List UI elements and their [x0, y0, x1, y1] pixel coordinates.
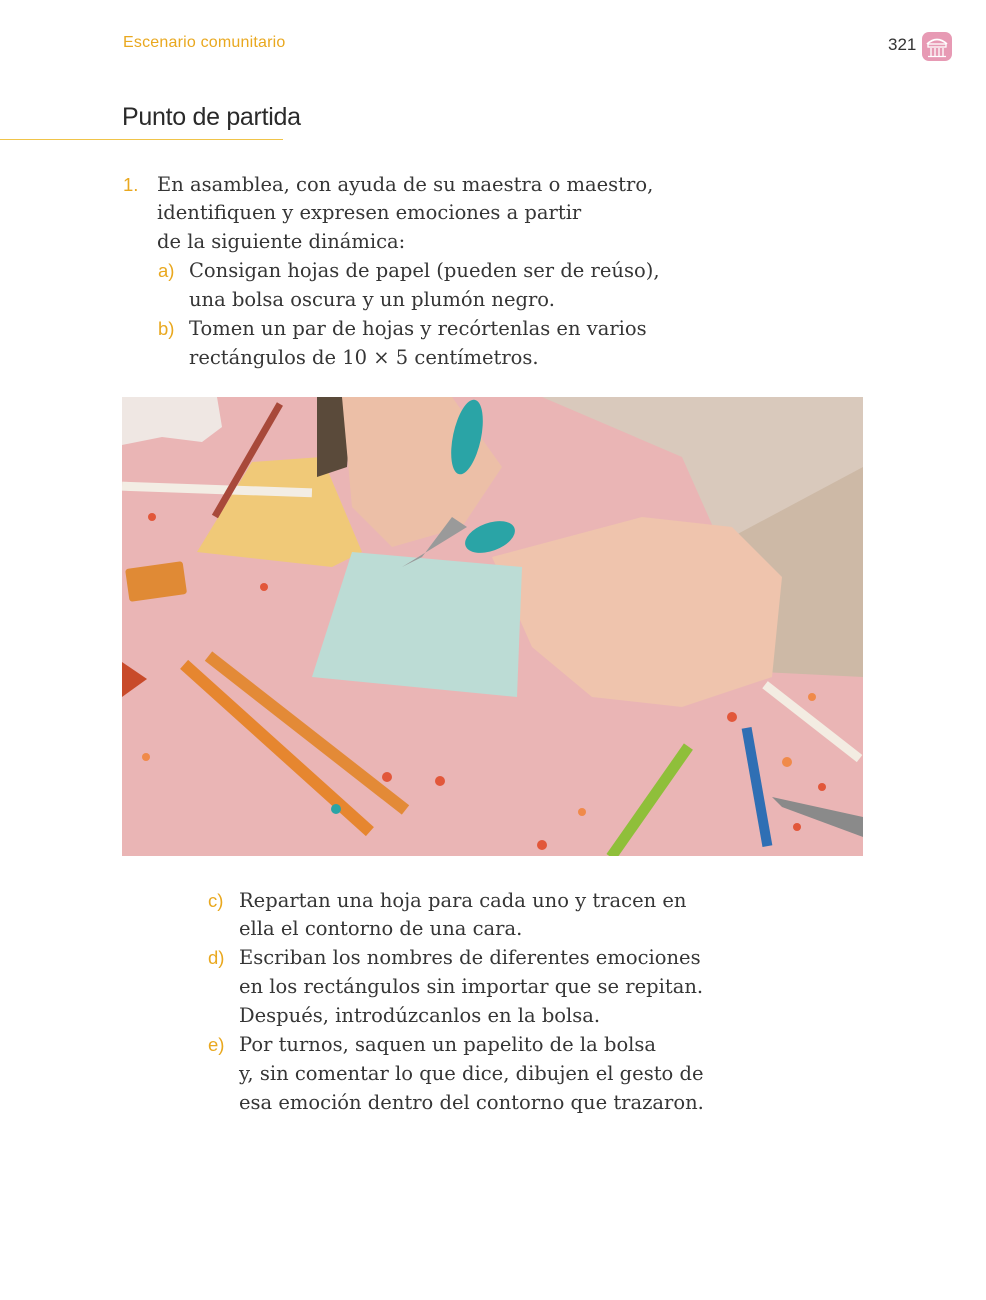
header-section-label: Escenario comunitario	[123, 34, 286, 51]
community-building-icon	[922, 32, 952, 61]
activity-intro-line: de la siguiente dinámica:	[157, 230, 406, 253]
step-line: Escriban los nombres de diferentes emociones	[239, 946, 701, 969]
step-line: Por turnos, saquen un papelito de la bolsa	[239, 1033, 657, 1056]
title-underline	[0, 139, 283, 140]
step-line: Repartan una hoja para cada uno y tracen en	[239, 889, 687, 912]
step-marker: a)	[158, 260, 175, 281]
activity-intro-line: identifiquen y expresen emociones a partir	[157, 201, 582, 224]
activity-intro-line: En asamblea, con ayuda de su maestra o maestro,	[157, 173, 654, 196]
step-marker: c)	[208, 890, 224, 911]
step-marker: d)	[208, 947, 225, 968]
step-line: esa emoción dentro del contorno que trazaron.	[239, 1091, 704, 1114]
step-line: Tomen un par de hojas y recórtenlas en varios	[189, 317, 647, 340]
section-title: Punto de partida	[122, 103, 301, 131]
step-line: y, sin comentar lo que dice, dibujen el gesto de	[239, 1062, 704, 1085]
activity-number: 1.	[123, 174, 139, 195]
step-line: Consigan hojas de papel (pueden ser de reúso),	[189, 259, 660, 282]
step-marker: b)	[158, 318, 175, 339]
page-number: 321	[888, 35, 917, 54]
step-line: ella el contorno de una cara.	[239, 917, 523, 940]
step-line: Después, introdúzcanlos en la bolsa.	[239, 1004, 601, 1027]
cutting-paper-photo	[122, 397, 863, 856]
step-line: rectángulos de 10 × 5 centímetros.	[189, 346, 539, 369]
step-line: una bolsa oscura y un plumón negro.	[189, 288, 555, 311]
step-marker: e)	[208, 1034, 225, 1055]
step-line: en los rectángulos sin importar que se repitan.	[239, 975, 704, 998]
